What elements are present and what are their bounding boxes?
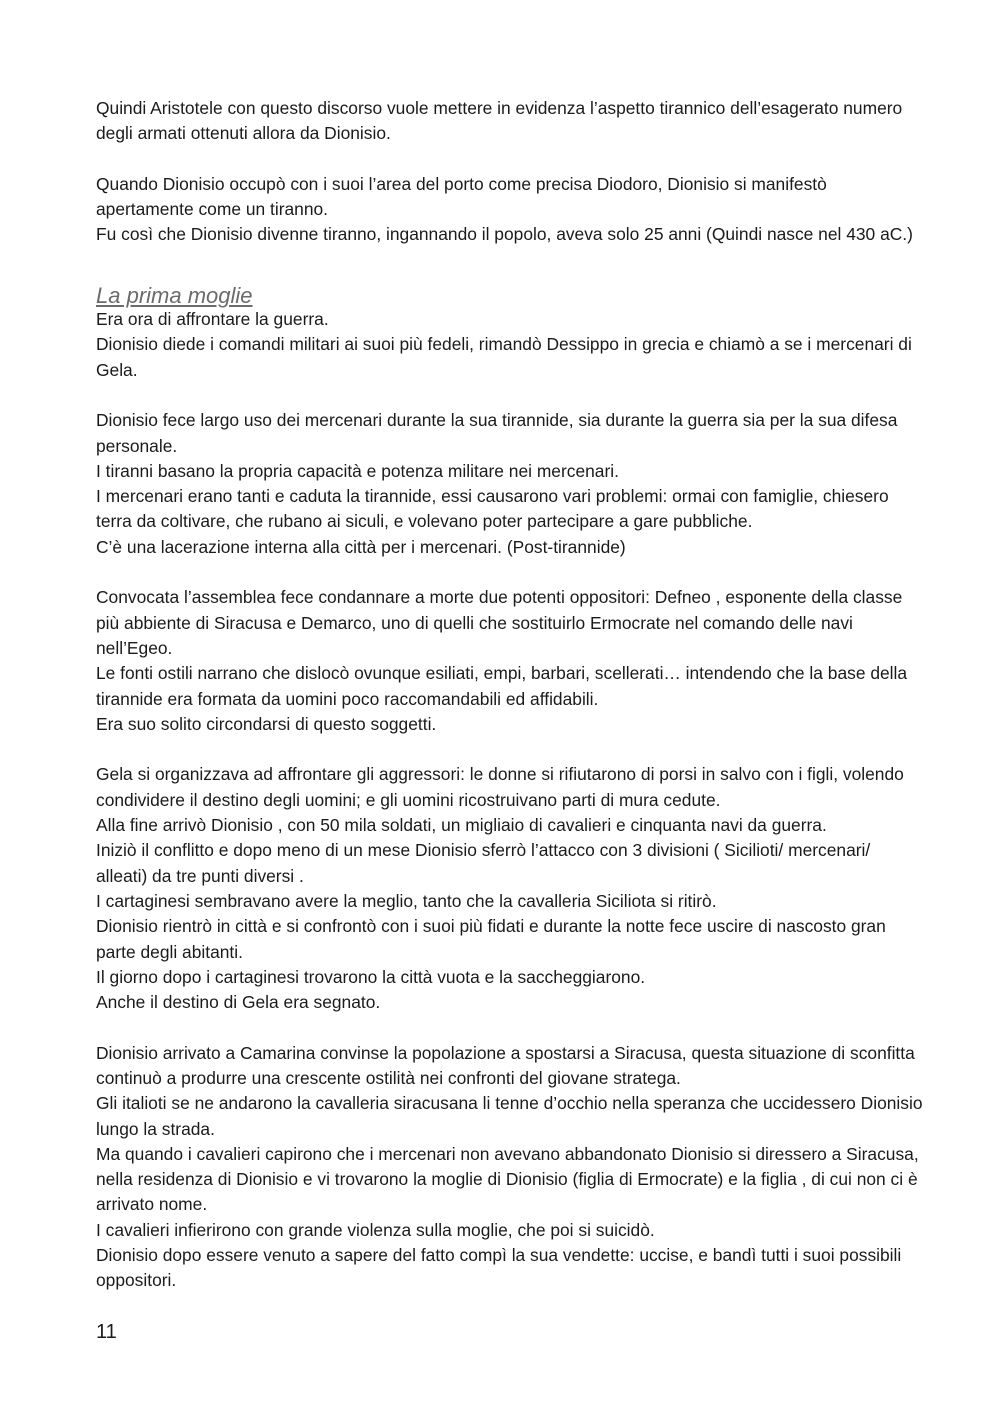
text-line: I mercenari erano tanti e caduta la tirannide, essi causarono vari problemi: ormai con famiglie, chiesero terra da coltivare, che rubano ai siculi, e volevano poter partecipare a gare pubbliche. xyxy=(96,486,889,532)
text-line: Fu così che Dionisio divenne tiranno, ingannando il popolo, aveva solo 25 anni (Quindi nasce nel 430 aC.) xyxy=(96,224,913,245)
paragraph-gap xyxy=(96,383,926,408)
text-line: I cartaginesi sembravano avere la meglio, tanto che la cavalleria Siciliota si ritirò. xyxy=(96,890,717,911)
paragraph-gap xyxy=(96,1015,926,1040)
intro-paragraph-1 xyxy=(96,96,926,147)
text-line: Il giorno dopo i cartaginesi trovarono la città vuota e la saccheggiarono. xyxy=(96,966,646,987)
text-line: Iniziò il conflitto e dopo meno di un mese Dionisio sferrò l’attacco con 3 divisioni ( Sicilioti/ mercenari/ alleati) da tre punti diversi . xyxy=(96,840,871,886)
text-line: Era ora di affrontare la guerra. xyxy=(96,309,329,330)
intro-paragraph-2 xyxy=(96,172,926,248)
section-heading: La prima moglie xyxy=(96,283,253,309)
text-line: Dionisio arrivato a Camarina convinse la popolazione a spostarsi a Siracusa, questa situazione di sconfitta continuò a produrre una crescente ostilità nei confronti del giovane stratega. xyxy=(96,1042,915,1088)
text-line: Quando Dionisio occupò con i suoi l’area del porto come precisa Diodoro, Dionisio si manifestò apertamente come un tiranno. xyxy=(96,173,827,220)
text-line: Le fonti ostili narrano che dislocò ovunque esiliati, empi, barbari, scellerati… intendendo che la base della tirannide era formata da uomini poco raccomandabili ed affidabili. xyxy=(96,663,908,709)
text-line: Dionisio dopo essere venuto a sapere del fatto compì la sua vendette: uccise, e bandì tutti i suoi possibili oppositori. xyxy=(96,1245,902,1291)
text-line: Ma quando i cavalieri capirono che i mercenari non avevano abbandonato Dionisio si diressero a Siracusa, nella residenza di Dionisio e vi trovarono la moglie di Dionisio (figlia di Ermocrate) e la figlia , di cui non ci è arrivato nome. xyxy=(96,1143,919,1215)
paragraph-gap xyxy=(96,248,926,273)
text-line: C’è una lacerazione interna alla città per i mercenari. (Post-tirannide) xyxy=(96,536,626,557)
section-paragraph-4 xyxy=(96,762,926,1015)
text-line: Quindi Aristotele con questo discorso vuole mettere in evidenza l’aspetto tirannico dell’esagerato numero degli armati ottenuti allora da Dionisio. xyxy=(96,98,903,144)
text-line: I cavalieri infierirono con grande violenza sulla moglie, che poi si suicidò. xyxy=(96,1219,655,1240)
paragraph-gap xyxy=(96,560,926,585)
section-paragraph-1 xyxy=(96,307,926,383)
text-line: I tiranni basano la propria capacità e potenza militare nei mercenari. xyxy=(96,460,619,481)
text-line: Anche il destino di Gela era segnato. xyxy=(96,992,381,1013)
page-number: 11 xyxy=(96,1321,117,1343)
text-line: Dionisio diede i comandi militari ai suoi più fedeli, rimandò Dessippo in grecia e chiamò a se i mercenari di Gela. xyxy=(96,334,912,380)
text-line: Gli italioti se ne andarono la cavalleria siracusana li tenne d’occhio nella speranza che uccidessero Dionisio lungo la strada. xyxy=(96,1093,923,1139)
document-page xyxy=(96,96,926,1294)
section-paragraph-5 xyxy=(96,1041,926,1294)
text-line: Dionisio rientrò in città e si confrontò con i suoi più fidati e durante la notte fece uscire di nascosto gran parte degli abitanti. xyxy=(96,916,886,962)
section-paragraph-3 xyxy=(96,585,926,737)
section-paragraph-2 xyxy=(96,408,926,560)
paragraph-gap xyxy=(96,147,926,172)
text-line: Convocata l’assemblea fece condannare a morte due potenti oppositori: Defneo , esponente della classe più abbiente di Siracusa e Demarco, uno di quelli che sostituirlo Ermocrate nel comando delle navi nell’Egeo. xyxy=(96,587,903,658)
text-line: Gela si organizzava ad affrontare gli aggressori: le donne si rifiutarono di porsi in salvo con i figli, volendo condividere il destino degli uomini; e gli uomini ricostruivano parti di mura cedute. xyxy=(96,764,904,810)
paragraph-gap xyxy=(96,737,926,762)
text-line: Era suo solito circondarsi di questo soggetti. xyxy=(96,713,437,734)
text-line: Alla fine arrivò Dionisio , con 50 mila soldati, un migliaio di cavalieri e cinquanta navi da guerra. xyxy=(96,815,827,836)
text-line: Dionisio fece largo uso dei mercenari durante la sua tirannide, sia durante la guerra sia per la sua difesa personale. xyxy=(96,410,898,456)
